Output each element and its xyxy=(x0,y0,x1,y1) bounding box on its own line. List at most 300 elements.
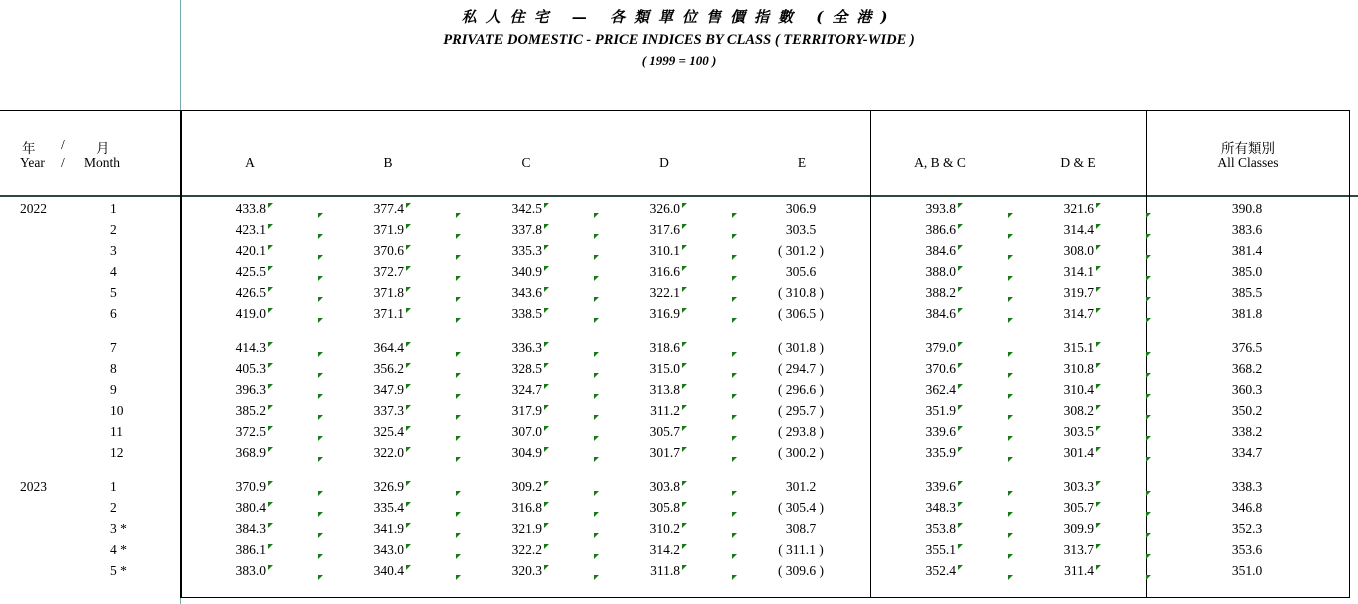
comment-marker-icon xyxy=(1008,554,1013,559)
comment-marker-icon xyxy=(958,405,963,410)
comment-marker-icon xyxy=(318,436,323,441)
comment-marker-icon xyxy=(268,544,273,549)
comment-marker-icon xyxy=(732,297,737,302)
month-label: 3 xyxy=(110,243,117,258)
cell-abc: 355.1 xyxy=(925,542,956,557)
comment-marker-icon xyxy=(318,297,323,302)
comment-marker-icon xyxy=(732,491,737,496)
cell-de: 301.4 xyxy=(1063,445,1094,460)
comment-marker-icon xyxy=(406,447,411,452)
comment-marker-icon xyxy=(544,224,549,229)
comment-marker-icon xyxy=(732,255,737,260)
cell-a: 425.5 xyxy=(235,264,266,279)
comment-marker-icon xyxy=(318,352,323,357)
cell-all: 385.5 xyxy=(1231,285,1263,300)
comment-marker-icon xyxy=(594,491,599,496)
cell-d: 314.2 xyxy=(649,542,680,557)
cell-a: 420.1 xyxy=(235,243,266,258)
comment-marker-icon xyxy=(594,436,599,441)
cell-c: 321.9 xyxy=(511,521,542,536)
cell-b: 371.8 xyxy=(373,285,404,300)
divider-year-col xyxy=(180,110,182,598)
comment-marker-icon xyxy=(318,373,323,378)
comment-marker-icon xyxy=(1096,544,1101,549)
comment-marker-icon xyxy=(682,266,687,271)
cell-de: 310.4 xyxy=(1063,382,1094,397)
comment-marker-icon xyxy=(594,415,599,420)
comment-marker-icon xyxy=(682,447,687,452)
index-base: ( 1999 = 100 ) xyxy=(641,53,717,68)
cell-all: 334.7 xyxy=(1231,445,1263,460)
comment-marker-icon xyxy=(594,318,599,323)
cell-d: 301.7 xyxy=(649,445,680,460)
comment-marker-icon xyxy=(682,565,687,570)
comment-marker-icon xyxy=(456,491,461,496)
cell-e: ( 311.1 ) xyxy=(778,542,824,557)
comment-marker-icon xyxy=(456,533,461,538)
month-label: 10 xyxy=(110,403,124,418)
title-english: PRIVATE DOMESTIC - PRICE INDICES BY CLASS ( TERRITORY-WIDE ) xyxy=(443,32,915,48)
month-label: 12 xyxy=(110,445,124,460)
cell-b: 371.9 xyxy=(373,222,404,237)
comment-marker-icon xyxy=(732,276,737,281)
comment-marker-icon xyxy=(456,415,461,420)
comment-marker-icon xyxy=(1008,415,1013,420)
comment-marker-icon xyxy=(456,255,461,260)
month-label: 2 xyxy=(110,222,117,237)
comment-marker-icon xyxy=(1146,352,1151,357)
comment-marker-icon xyxy=(268,481,273,486)
comment-marker-icon xyxy=(1096,426,1101,431)
cell-d: 311.8 xyxy=(650,563,680,578)
cell-d: 311.2 xyxy=(650,403,680,418)
comment-marker-icon xyxy=(544,405,549,410)
comment-marker-icon xyxy=(318,276,323,281)
comment-marker-icon xyxy=(1008,491,1013,496)
cell-de: 305.7 xyxy=(1063,500,1094,515)
cell-c: 309.2 xyxy=(511,479,542,494)
comment-marker-icon xyxy=(958,266,963,271)
cell-c: 342.5 xyxy=(511,201,542,216)
comment-marker-icon xyxy=(1096,447,1101,452)
cell-c: 337.8 xyxy=(511,222,542,237)
comment-marker-icon xyxy=(594,255,599,260)
cell-all: 338.2 xyxy=(1231,424,1263,439)
header-all-zh: 所有類別 xyxy=(1221,141,1275,156)
comment-marker-icon xyxy=(456,276,461,281)
comment-marker-icon xyxy=(456,297,461,302)
comment-marker-icon xyxy=(732,318,737,323)
comment-marker-icon xyxy=(732,394,737,399)
cell-all: 351.0 xyxy=(1231,563,1263,578)
cell-de: 314.4 xyxy=(1063,222,1094,237)
comment-marker-icon xyxy=(594,297,599,302)
cell-abc: 362.4 xyxy=(925,382,956,397)
cell-b: 364.4 xyxy=(373,340,404,355)
month-label: 6 xyxy=(110,306,117,321)
comment-marker-icon xyxy=(682,426,687,431)
month-label: 1 xyxy=(110,201,117,216)
comment-marker-icon xyxy=(544,266,549,271)
comment-marker-icon xyxy=(268,203,273,208)
comment-marker-icon xyxy=(268,447,273,452)
comment-marker-icon xyxy=(544,447,549,452)
comment-marker-icon xyxy=(318,533,323,538)
cell-e: 303.5 xyxy=(785,222,817,237)
comment-marker-icon xyxy=(318,457,323,462)
cell-abc: 352.4 xyxy=(925,563,956,578)
cell-b: 325.4 xyxy=(373,424,404,439)
cell-de: 303.3 xyxy=(1063,479,1094,494)
comment-marker-icon xyxy=(456,213,461,218)
cell-c: 322.2 xyxy=(511,542,542,557)
comment-marker-icon xyxy=(544,287,549,292)
cell-d: 316.9 xyxy=(649,306,680,321)
cell-a: 383.0 xyxy=(235,563,266,578)
comment-marker-icon xyxy=(268,523,273,528)
comment-marker-icon xyxy=(1096,481,1101,486)
comment-marker-icon xyxy=(1146,415,1151,420)
cell-de: 303.5 xyxy=(1063,424,1094,439)
comment-marker-icon xyxy=(1096,342,1101,347)
cell-de: 308.0 xyxy=(1063,243,1094,258)
cell-de: 310.8 xyxy=(1063,361,1094,376)
cell-b: 337.3 xyxy=(373,403,404,418)
cell-e: ( 301.8 ) xyxy=(777,340,825,355)
comment-marker-icon xyxy=(318,394,323,399)
comment-marker-icon xyxy=(456,234,461,239)
year-label: 2022 xyxy=(20,201,47,216)
comment-marker-icon xyxy=(1008,276,1013,281)
comment-marker-icon xyxy=(406,481,411,486)
header-year-en: Year xyxy=(20,155,45,170)
cell-a: 370.9 xyxy=(235,479,266,494)
month-label: 11 xyxy=(110,424,123,439)
cell-a: 368.9 xyxy=(235,445,266,460)
cell-all: 381.8 xyxy=(1231,306,1263,321)
comment-marker-icon xyxy=(958,565,963,570)
comment-marker-icon xyxy=(732,457,737,462)
month-label: 3 * xyxy=(110,521,127,536)
header-month-zh: 月 xyxy=(96,141,110,156)
comment-marker-icon xyxy=(406,363,411,368)
comment-marker-icon xyxy=(544,544,549,549)
comment-marker-icon xyxy=(594,394,599,399)
comment-marker-icon xyxy=(1096,266,1101,271)
comment-marker-icon xyxy=(958,426,963,431)
month-label: 4 * xyxy=(110,542,127,557)
cell-e: ( 301.2 ) xyxy=(777,243,825,258)
comment-marker-icon xyxy=(1146,234,1151,239)
comment-marker-icon xyxy=(456,457,461,462)
comment-marker-icon xyxy=(594,512,599,517)
cell-c: 316.8 xyxy=(511,500,542,515)
month-label: 1 xyxy=(110,479,117,494)
comment-marker-icon xyxy=(1096,384,1101,389)
cell-d: 322.1 xyxy=(649,285,680,300)
comment-marker-icon xyxy=(958,308,963,313)
cell-de: 309.9 xyxy=(1063,521,1094,536)
comment-marker-icon xyxy=(456,512,461,517)
comment-marker-icon xyxy=(594,276,599,281)
comment-marker-icon xyxy=(406,203,411,208)
comment-marker-icon xyxy=(1146,318,1151,323)
cell-a: 384.3 xyxy=(235,521,266,536)
cell-a: 396.3 xyxy=(235,382,266,397)
comment-marker-icon xyxy=(318,575,323,580)
comment-marker-icon xyxy=(318,213,323,218)
month-label: 8 xyxy=(110,361,117,376)
cell-abc: 384.6 xyxy=(925,243,956,258)
comment-marker-icon xyxy=(456,554,461,559)
comment-marker-icon xyxy=(958,245,963,250)
year-label: 2023 xyxy=(20,479,47,494)
cell-de: 319.7 xyxy=(1063,285,1094,300)
cell-c: 340.9 xyxy=(511,264,542,279)
comment-marker-icon xyxy=(1008,255,1013,260)
comment-marker-icon xyxy=(1146,457,1151,462)
cell-c: 343.6 xyxy=(511,285,542,300)
comment-marker-icon xyxy=(682,405,687,410)
comment-marker-icon xyxy=(544,481,549,486)
comment-marker-icon xyxy=(732,415,737,420)
comment-marker-icon xyxy=(406,287,411,292)
cell-all: 376.5 xyxy=(1231,340,1263,355)
cell-d: 315.0 xyxy=(649,361,680,376)
cell-all: 390.8 xyxy=(1231,201,1263,216)
comment-marker-icon xyxy=(456,373,461,378)
cell-e: ( 310.8 ) xyxy=(777,285,825,300)
comment-marker-icon xyxy=(732,213,737,218)
header-sep-1: / xyxy=(61,137,65,152)
cell-de: 313.7 xyxy=(1063,542,1094,557)
cell-c: 328.5 xyxy=(511,361,542,376)
comment-marker-icon xyxy=(406,342,411,347)
comment-marker-icon xyxy=(456,352,461,357)
comment-marker-icon xyxy=(268,405,273,410)
header-month-en: Month xyxy=(84,155,121,170)
cell-c: 324.7 xyxy=(511,382,542,397)
comment-marker-icon xyxy=(1008,533,1013,538)
comment-marker-icon xyxy=(406,502,411,507)
comment-marker-icon xyxy=(268,384,273,389)
cell-abc: 384.6 xyxy=(925,306,956,321)
comment-marker-icon xyxy=(406,384,411,389)
comment-marker-icon xyxy=(268,426,273,431)
comment-marker-icon xyxy=(1008,394,1013,399)
cell-e: ( 305.4 ) xyxy=(777,500,825,515)
comment-marker-icon xyxy=(594,213,599,218)
comment-marker-icon xyxy=(1146,297,1151,302)
header-all-en: All Classes xyxy=(1217,155,1279,170)
cell-b: 326.9 xyxy=(373,479,404,494)
cell-abc: 388.2 xyxy=(925,285,956,300)
comment-marker-icon xyxy=(268,342,273,347)
comment-marker-icon xyxy=(1146,255,1151,260)
comment-marker-icon xyxy=(1096,502,1101,507)
cell-c: 317.9 xyxy=(511,403,542,418)
comment-marker-icon xyxy=(1096,308,1101,313)
comment-marker-icon xyxy=(594,533,599,538)
cell-c: 304.9 xyxy=(511,445,542,460)
comment-marker-icon xyxy=(268,308,273,313)
comment-marker-icon xyxy=(406,266,411,271)
comment-marker-icon xyxy=(682,544,687,549)
comment-marker-icon xyxy=(1008,457,1013,462)
comment-marker-icon xyxy=(406,308,411,313)
comment-marker-icon xyxy=(1096,363,1101,368)
comment-marker-icon xyxy=(594,457,599,462)
cell-all: 353.6 xyxy=(1231,542,1263,557)
comment-marker-icon xyxy=(268,363,273,368)
comment-marker-icon xyxy=(544,342,549,347)
cell-a: 423.1 xyxy=(235,222,266,237)
cell-de: 315.1 xyxy=(1063,340,1094,355)
header-col-c: C xyxy=(521,155,531,170)
comment-marker-icon xyxy=(958,224,963,229)
cell-d: 326.0 xyxy=(649,201,680,216)
comment-marker-icon xyxy=(682,308,687,313)
comment-marker-icon xyxy=(318,512,323,517)
title-chinese: 私人住宅 — 各類單位售價指數 (全港) xyxy=(461,8,897,26)
comment-marker-icon xyxy=(318,318,323,323)
comment-marker-icon xyxy=(268,502,273,507)
comment-marker-icon xyxy=(1008,352,1013,357)
comment-marker-icon xyxy=(406,565,411,570)
comment-marker-icon xyxy=(406,523,411,528)
cell-abc: 393.8 xyxy=(925,201,956,216)
comment-marker-icon xyxy=(732,436,737,441)
header-col-de: D & E xyxy=(1060,155,1096,170)
comment-marker-icon xyxy=(544,523,549,528)
header-col-e: E xyxy=(797,155,807,170)
comment-marker-icon xyxy=(1146,554,1151,559)
cell-de: 308.2 xyxy=(1063,403,1094,418)
comment-marker-icon xyxy=(1146,373,1151,378)
cell-abc: 348.3 xyxy=(925,500,956,515)
comment-marker-icon xyxy=(1008,575,1013,580)
cell-all: 360.3 xyxy=(1231,382,1263,397)
comment-marker-icon xyxy=(1146,533,1151,538)
cell-e: ( 295.7 ) xyxy=(777,403,825,418)
comment-marker-icon xyxy=(958,447,963,452)
cell-d: 313.8 xyxy=(649,382,680,397)
cell-b: 377.4 xyxy=(373,201,404,216)
cell-a: 386.1 xyxy=(235,542,266,557)
cell-c: 338.5 xyxy=(511,306,542,321)
comment-marker-icon xyxy=(544,308,549,313)
comment-marker-icon xyxy=(544,384,549,389)
cell-abc: 353.8 xyxy=(925,521,956,536)
cell-b: 343.0 xyxy=(373,542,404,557)
comment-marker-icon xyxy=(594,352,599,357)
header-year-zh: 年 xyxy=(22,141,36,156)
comment-marker-icon xyxy=(594,373,599,378)
comment-marker-icon xyxy=(1008,436,1013,441)
cell-de: 314.7 xyxy=(1063,306,1094,321)
header-col-d: D xyxy=(659,155,669,170)
comment-marker-icon xyxy=(682,287,687,292)
comment-marker-icon xyxy=(268,224,273,229)
comment-marker-icon xyxy=(732,352,737,357)
cell-abc: 379.0 xyxy=(925,340,956,355)
cell-e: 306.9 xyxy=(785,201,817,216)
comment-marker-icon xyxy=(1096,287,1101,292)
cell-abc: 370.6 xyxy=(925,361,956,376)
comment-marker-icon xyxy=(958,502,963,507)
cell-all: 368.2 xyxy=(1231,361,1263,376)
cell-abc: 339.6 xyxy=(925,479,956,494)
comment-marker-icon xyxy=(1008,297,1013,302)
header-top-border xyxy=(0,110,1350,111)
comment-marker-icon xyxy=(732,575,737,580)
comment-marker-icon xyxy=(1008,234,1013,239)
cell-d: 305.8 xyxy=(649,500,680,515)
cell-a: 433.8 xyxy=(235,201,266,216)
month-label: 5 xyxy=(110,285,117,300)
comment-marker-icon xyxy=(544,245,549,250)
cell-d: 303.8 xyxy=(649,479,680,494)
comment-marker-icon xyxy=(268,565,273,570)
cell-e: 305.6 xyxy=(785,264,817,279)
comment-marker-icon xyxy=(406,224,411,229)
cell-d: 316.6 xyxy=(649,264,680,279)
cell-d: 305.7 xyxy=(649,424,680,439)
cell-de: 321.6 xyxy=(1063,201,1094,216)
divider-class-e xyxy=(870,110,871,598)
comment-marker-icon xyxy=(1146,575,1151,580)
comment-marker-icon xyxy=(682,342,687,347)
comment-marker-icon xyxy=(958,342,963,347)
cell-a: 385.2 xyxy=(235,403,266,418)
comment-marker-icon xyxy=(456,318,461,323)
cell-all: 385.0 xyxy=(1231,264,1263,279)
comment-marker-icon xyxy=(732,533,737,538)
cell-b: 356.2 xyxy=(373,361,404,376)
cell-all: 350.2 xyxy=(1231,403,1263,418)
cell-a: 380.4 xyxy=(235,500,266,515)
comment-marker-icon xyxy=(544,203,549,208)
cell-e: ( 294.7 ) xyxy=(777,361,825,376)
cell-e: 301.2 xyxy=(785,479,817,494)
comment-marker-icon xyxy=(682,481,687,486)
comment-marker-icon xyxy=(958,363,963,368)
comment-marker-icon xyxy=(958,384,963,389)
comment-marker-icon xyxy=(1096,405,1101,410)
comment-marker-icon xyxy=(318,491,323,496)
cell-d: 310.2 xyxy=(649,521,680,536)
cell-abc: 339.6 xyxy=(925,424,956,439)
comment-marker-icon xyxy=(732,554,737,559)
comment-marker-icon xyxy=(732,234,737,239)
comment-marker-icon xyxy=(682,363,687,368)
comment-marker-icon xyxy=(682,523,687,528)
month-label: 2 xyxy=(110,500,117,515)
comment-marker-icon xyxy=(1146,512,1151,517)
cell-c: 336.3 xyxy=(511,340,542,355)
cell-de: 311.4 xyxy=(1064,563,1094,578)
cell-abc: 351.9 xyxy=(925,403,956,418)
comment-marker-icon xyxy=(1008,318,1013,323)
comment-marker-icon xyxy=(1008,373,1013,378)
cell-a: 372.5 xyxy=(235,424,266,439)
cell-all: 346.8 xyxy=(1231,500,1263,515)
cell-abc: 386.6 xyxy=(925,222,956,237)
comment-marker-icon xyxy=(544,426,549,431)
header-col-a: A xyxy=(245,155,255,170)
cell-c: 320.3 xyxy=(511,563,542,578)
cell-b: 372.7 xyxy=(373,264,404,279)
